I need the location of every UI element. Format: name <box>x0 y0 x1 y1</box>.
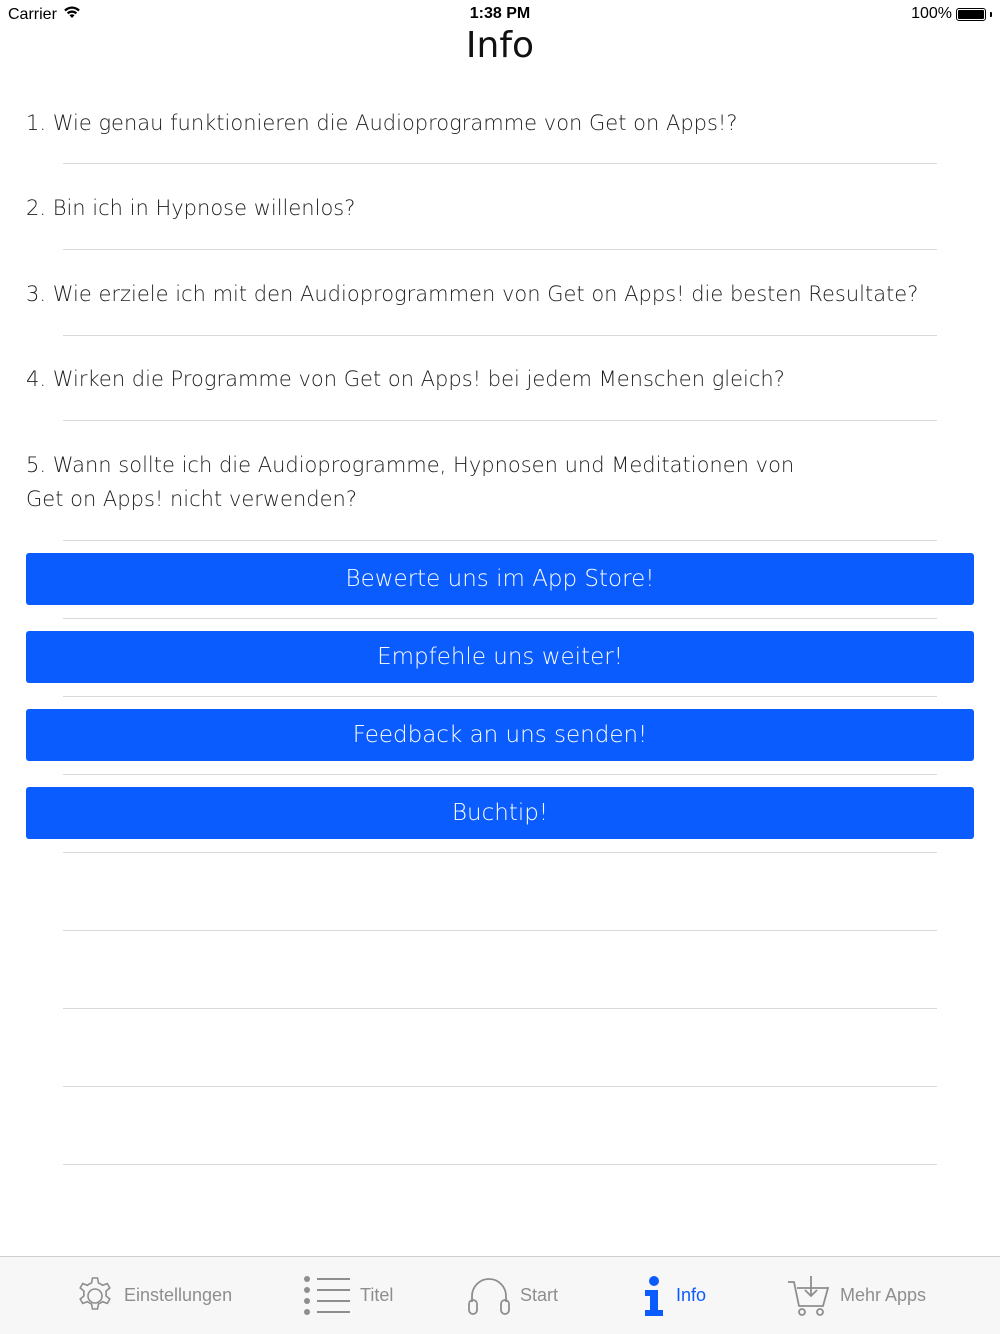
feedback-button[interactable]: Feedback an uns senden! <box>26 709 974 761</box>
separator <box>63 249 937 250</box>
info-icon <box>640 1274 668 1318</box>
tab-label: Start <box>520 1285 559 1305</box>
separator <box>63 163 937 164</box>
separator <box>63 852 937 853</box>
question-item-3[interactable]: 3. Wie erziele ich mit den Audioprogrammen von Get on Apps! die besten Resultate? <box>26 282 919 306</box>
separator <box>63 420 937 421</box>
recommend-button[interactable]: Empfehle uns weiter! <box>26 631 974 683</box>
list-icon <box>302 1274 352 1318</box>
separator <box>63 618 937 619</box>
gear-icon <box>74 1275 116 1317</box>
tab-titel[interactable] <box>302 1257 393 1334</box>
tab-label: Titel <box>360 1285 394 1305</box>
tab-bar <box>0 1256 1000 1334</box>
question-item-2[interactable]: 2. Bin ich in Hypnose willenlos? <box>26 196 356 220</box>
page-title: Info <box>465 25 535 66</box>
battery-percent: 100% <box>911 5 952 22</box>
separator <box>63 930 937 931</box>
status-bar <box>0 0 1000 28</box>
question-item-1[interactable]: 1. Wie genau funktionieren die Audioprogramme von Get on Apps!? <box>26 111 738 135</box>
tab-info[interactable] <box>640 1257 706 1334</box>
status-battery <box>911 5 992 23</box>
question-item-4[interactable]: 4. Wirken die Programme von Get on Apps! bei jedem Menschen gleich? <box>26 367 785 391</box>
question-item-5[interactable]: 5. Wann sollte ich die Audioprogramme, Hypnosen und Meditationen von Get on Apps! nicht verwenden? <box>26 453 795 511</box>
cart-icon <box>786 1274 832 1318</box>
tab-label: Info <box>676 1285 707 1305</box>
battery-icon <box>956 8 986 21</box>
separator <box>63 1164 937 1165</box>
tab-start[interactable] <box>466 1257 558 1334</box>
headphones-icon <box>466 1274 512 1318</box>
rate-app-store-button[interactable]: Bewerte uns im App Store! <box>26 553 974 605</box>
tab-label: Einstellungen <box>124 1285 233 1305</box>
separator <box>63 335 937 336</box>
separator <box>63 1008 937 1009</box>
separator <box>63 696 937 697</box>
tab-mehr-apps[interactable] <box>786 1257 926 1334</box>
separator <box>63 774 937 775</box>
separator <box>63 1086 937 1087</box>
status-time: 1:38 PM <box>469 5 531 22</box>
book-tip-button[interactable]: Buchtip! <box>26 787 974 839</box>
tab-label: Mehr Apps <box>840 1285 927 1305</box>
carrier-label: Carrier <box>8 5 57 23</box>
tab-einstellungen[interactable] <box>74 1257 232 1334</box>
separator <box>63 540 937 541</box>
